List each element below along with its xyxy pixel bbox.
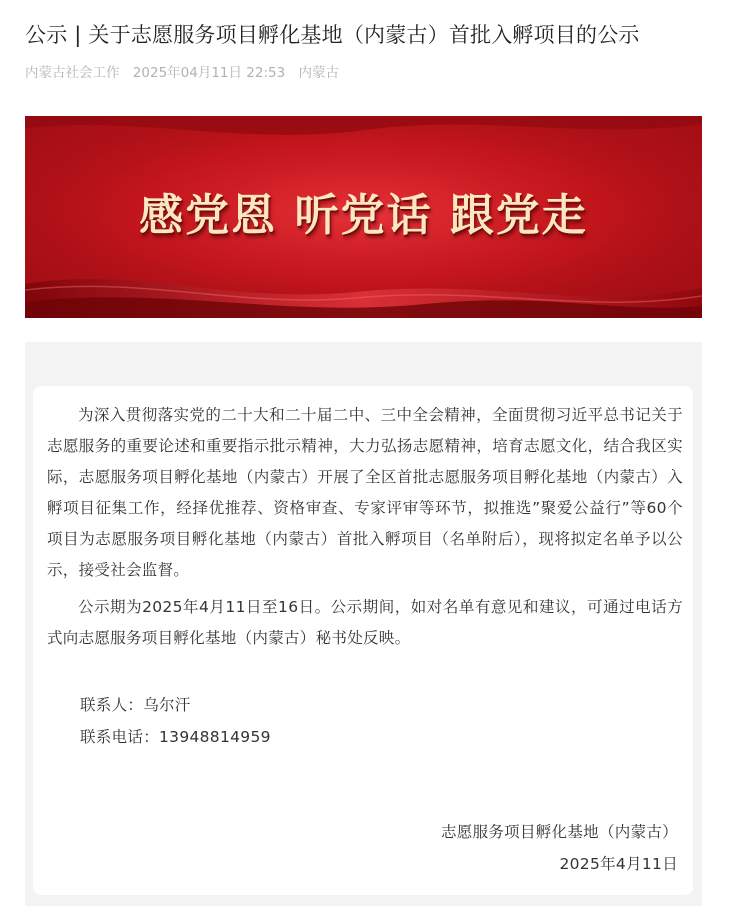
slogan-banner-image bbox=[25, 116, 702, 318]
publish-datetime: 2025年04月11日 22:53 bbox=[132, 65, 286, 81]
contact-person: 联系人：乌尔汗 bbox=[80, 696, 191, 714]
account-name-link[interactable]: 内蒙古社会工作 bbox=[25, 65, 120, 81]
banner-slogan: 感党恩 听党话 跟党走 bbox=[139, 190, 588, 241]
signature-organization: 志愿服务项目孵化基地（内蒙古） bbox=[440, 823, 678, 841]
body-paragraph-2: 公示期为2025年4月11日至16日。公示期间，如对名单有意见和建议，可通过电话方式向志愿服务项目孵化基地（内蒙古）秘书处反映。 bbox=[47, 598, 683, 647]
publish-location: 内蒙古 bbox=[298, 65, 340, 81]
contact-phone: 联系电话：13948814959 bbox=[80, 728, 271, 746]
signature-date: 2025年4月11日 bbox=[559, 855, 678, 873]
body-paragraph-1: 为深入贯彻落实党的二十大和二十届二中、三中全会精神，全面贯彻习近平总书记关于志愿服务的重要论述和重要指示批示精神，大力弘扬志愿精神，培育志愿文化，结合我区实际，志愿服务项目孵化基地（内蒙古）开展了全区首批志愿服务项目孵化基地（内蒙古）入孵项目征集工作，经择优推荐、资格审查、专家评审等环节，拟推选”聚爱公益行”等60个项目为志愿服务项目孵化基地（内蒙古）首批入孵项目（名单附后），现将拟定名单予以公示，接受社会监督。 bbox=[47, 406, 683, 579]
article-meta bbox=[25, 63, 348, 83]
article-title: 公示 | 关于志愿服务项目孵化基地（内蒙古）首批入孵项目的公示 bbox=[25, 23, 640, 47]
